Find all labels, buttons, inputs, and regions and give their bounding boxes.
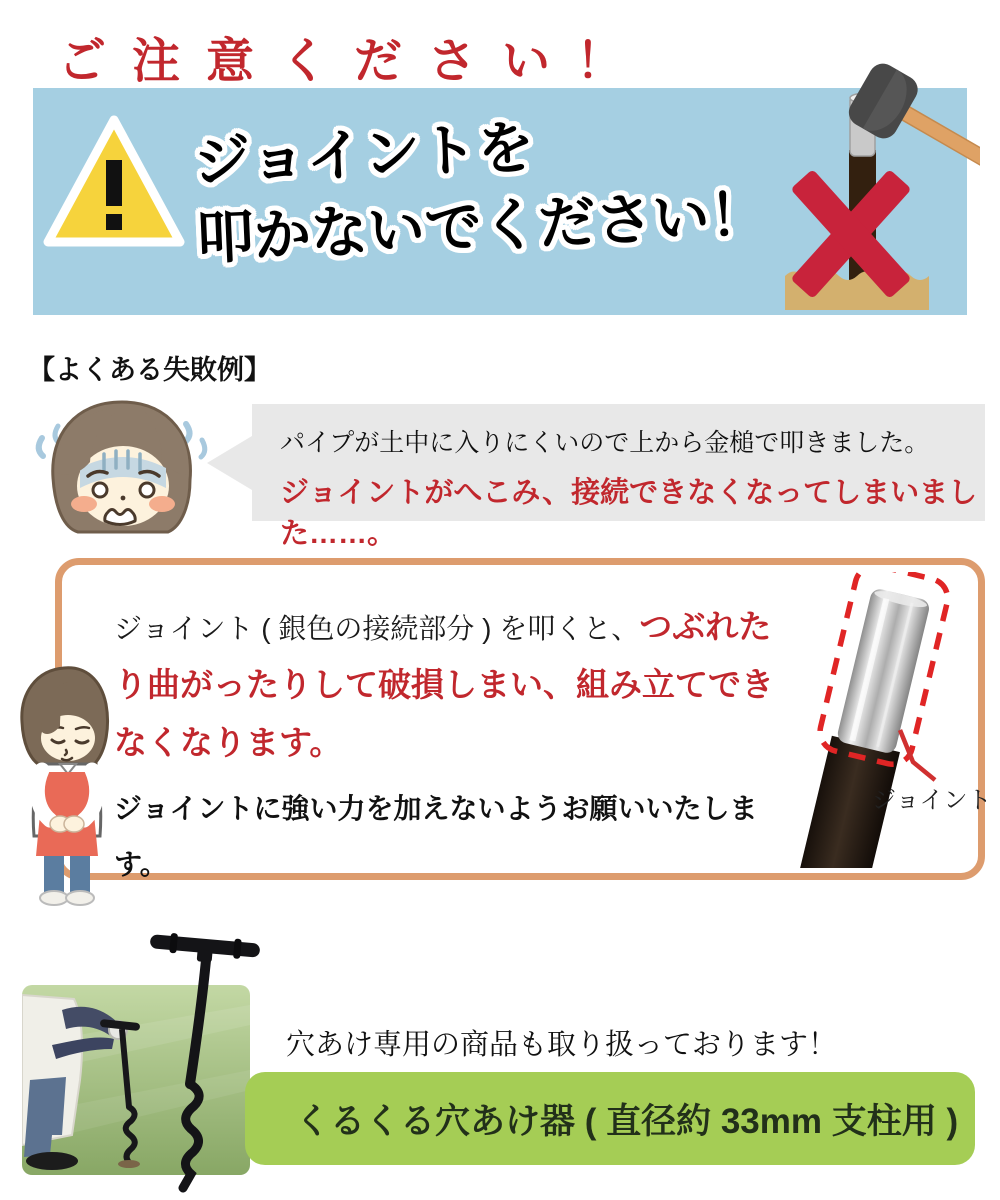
caution-request-text: ジョイントに強い力を加えないようお願いいたします。 <box>114 793 758 880</box>
promo-lead-text: 穴あけ専用の商品も取り扱っております！ <box>286 1029 838 1061</box>
warning-triangle-icon <box>39 108 189 260</box>
exclamation-dot <box>106 214 122 230</box>
page-title: ご注意ください！ <box>58 35 651 88</box>
caution-text <box>114 599 792 893</box>
banner-title <box>192 100 768 279</box>
joint-label: ジョイント <box>872 787 992 814</box>
caution-paragraph <box>114 599 792 773</box>
bubble-text-black: パイプが土中に入りにくいので上から金槌で叩きました。 <box>280 429 930 457</box>
auger-spiral <box>183 1084 199 1188</box>
exclamation-bar <box>106 160 122 206</box>
banner-title-line2: 叩かないでください！ <box>195 182 768 272</box>
auger-shaft <box>190 960 206 1084</box>
bowing-woman-illustration <box>2 660 136 908</box>
jeans <box>44 856 64 894</box>
joint-pointer-line <box>900 730 935 780</box>
product-button-label: くるくる穴あけ器 ( 直径約 33mm 支柱用 ) <box>295 1101 959 1141</box>
speech-bubble <box>252 404 985 550</box>
bubble-text-red: ジョイントがへこみ、接続できなくなってしまいました……。 <box>280 477 978 550</box>
product-link-button[interactable] <box>245 1072 975 1165</box>
hammer-pole-illustration <box>763 58 980 315</box>
caution-emphasis-text: つぶれたり曲がったりして破損しまい、組み立てできなくなります。 <box>114 608 774 761</box>
hole-auger-tool-illustration <box>150 930 262 1198</box>
banner-title-line1: ジョイントを <box>192 115 536 195</box>
worried-woman-face-illustration <box>26 396 218 544</box>
caution-intro-text: ジョイント ( 銀色の接続部分 ) を叩くと、 <box>114 613 640 644</box>
failure-example-heading: 【よくある失敗例】 <box>28 355 271 385</box>
shoe <box>26 1152 78 1170</box>
pipe-joint-photo <box>778 572 980 868</box>
